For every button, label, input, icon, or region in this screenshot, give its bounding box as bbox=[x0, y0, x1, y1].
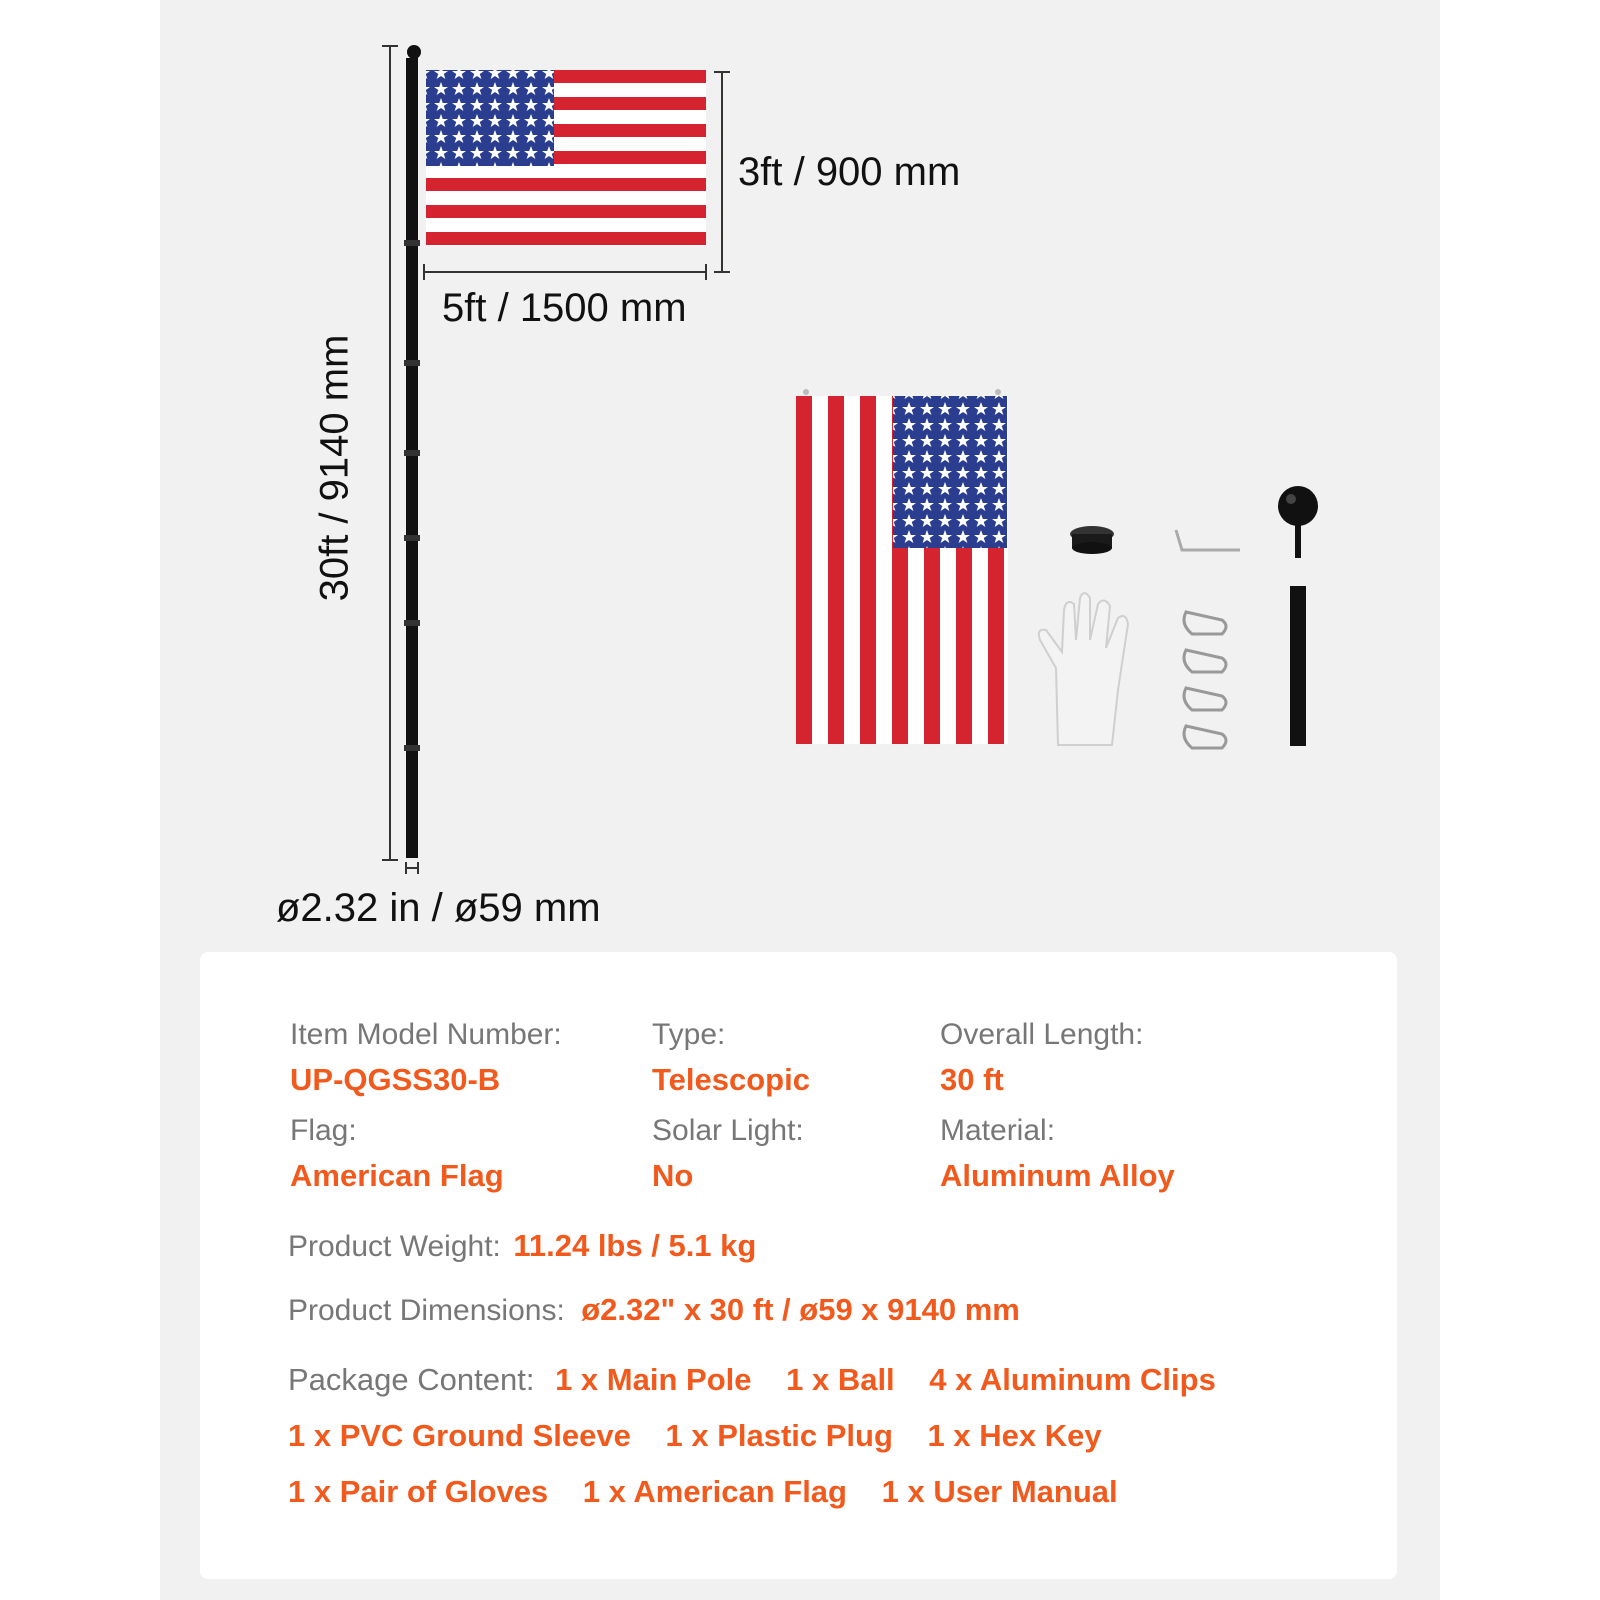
product-weight-label: Product Weight: bbox=[288, 1230, 501, 1263]
material-value: Aluminum Alloy bbox=[940, 1158, 1175, 1193]
flag-label: Flag: bbox=[290, 1114, 357, 1147]
flag-height-label: 3ft / 900 mm bbox=[738, 150, 961, 194]
pole-length-dimension-line bbox=[382, 46, 398, 860]
product-weight-value: 11.24 lbs / 5.1 kg bbox=[513, 1228, 757, 1263]
type-value: Telescopic bbox=[652, 1062, 810, 1097]
product-dimensions-label: Product Dimensions: bbox=[288, 1294, 565, 1327]
product-weight-row bbox=[288, 1228, 756, 1264]
glove-item bbox=[1039, 593, 1128, 745]
flag-width-label: 5ft / 1500 mm bbox=[442, 286, 687, 330]
pole-length-label: 30ft / 9140 mm bbox=[312, 334, 357, 602]
specifications-card bbox=[200, 952, 1397, 1579]
type-label: Type: bbox=[652, 1018, 726, 1051]
package-item: 4 x Aluminum Clips bbox=[929, 1362, 1216, 1397]
flagpole bbox=[404, 45, 421, 858]
flag-height-dimension-line bbox=[714, 72, 730, 272]
package-content-row-3 bbox=[288, 1474, 1144, 1510]
product-dimensions-value: ø2.32" x 30 ft / ø59 x 9140 mm bbox=[581, 1292, 1020, 1327]
package-content-row-2 bbox=[288, 1418, 1128, 1454]
pole-diameter-label: ø2.32 in / ø59 mm bbox=[276, 886, 601, 930]
ball-item bbox=[1278, 486, 1318, 558]
plastic-plug-item bbox=[1070, 526, 1114, 554]
overall-length-label: Overall Length: bbox=[940, 1018, 1144, 1051]
material-label: Material: bbox=[940, 1114, 1056, 1147]
package-item: 1 x Pair of Gloves bbox=[288, 1474, 549, 1509]
package-item: 1 x American Flag bbox=[582, 1474, 847, 1509]
overall-length-value: 30 ft bbox=[940, 1062, 1004, 1097]
ground-sleeve-item bbox=[1290, 586, 1306, 746]
package-flag bbox=[796, 389, 1008, 744]
product-dimensions-row bbox=[288, 1292, 1020, 1328]
package-content-row-1 bbox=[288, 1362, 1242, 1398]
package-item: 1 x PVC Ground Sleeve bbox=[288, 1418, 631, 1453]
hex-key-item bbox=[1176, 530, 1240, 550]
flag-on-pole bbox=[426, 70, 706, 246]
solar-light-label: Solar Light: bbox=[652, 1114, 804, 1147]
flag-value: American Flag bbox=[290, 1158, 504, 1193]
pole-diameter-marker bbox=[406, 862, 418, 874]
package-item: 1 x Hex Key bbox=[927, 1418, 1102, 1453]
package-item: 1 x Plastic Plug bbox=[665, 1418, 893, 1453]
solar-light-value: No bbox=[652, 1158, 694, 1193]
model-number-label: Item Model Number: bbox=[290, 1018, 562, 1051]
package-item: 1 x Main Pole bbox=[555, 1362, 752, 1397]
model-number-value: UP-QGSS30-B bbox=[290, 1062, 501, 1097]
flag-width-dimension-line bbox=[424, 264, 706, 280]
package-item: 1 x Ball bbox=[786, 1362, 895, 1397]
package-item: 1 x User Manual bbox=[881, 1474, 1118, 1509]
aluminum-clips-item bbox=[1184, 612, 1226, 748]
package-content-label: Package Content: bbox=[288, 1362, 535, 1397]
